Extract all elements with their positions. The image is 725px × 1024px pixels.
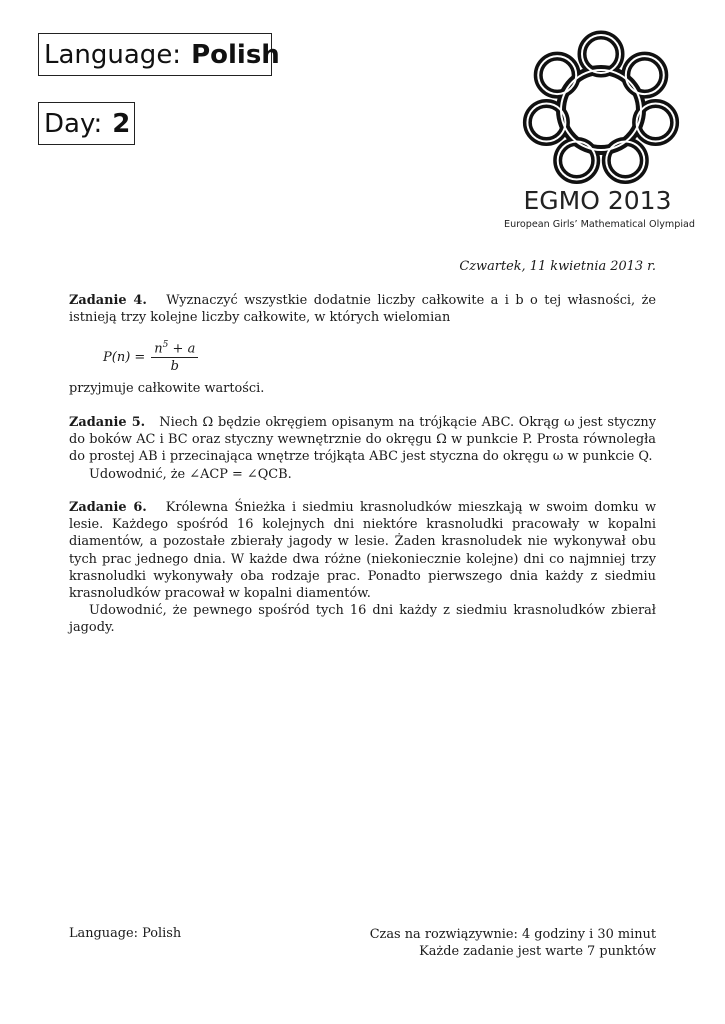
day-value: 2 bbox=[112, 108, 131, 139]
problem-5 bbox=[69, 414, 656, 483]
day-box bbox=[38, 102, 135, 145]
problem-text: Królewna Śnieżka i siedmiu krasnoludków mieszkają w swoim domku w lesie. Każdego spośród 16 kolejnych dni niektóre krasnoludki pracowały w kopalni diamentów, a pozostałe zbierały jagody w lesie. Żaden krasnoludek nie wykonywał obu tych prac jednego dnia. W każde dwa różne (niekoniecznie kolejne) dni co najmniej trzy krasnoludki wykonywały oba rodzaje prac. Ponadto pierwszego dnia każdy z siedmiu krasnoludków pracował w kopalni diamentów. bbox=[69, 500, 656, 602]
egmo-knot-logo-icon bbox=[519, 28, 683, 192]
problem-text: przyjmuje całkowite wartości. bbox=[69, 381, 265, 396]
problem-4-tail bbox=[69, 380, 656, 397]
formula-denominator: b bbox=[170, 359, 179, 375]
formula bbox=[103, 340, 198, 374]
footer-time: Czas na rozwiązywnie: 4 godziny i 30 minut bbox=[369, 927, 656, 942]
language-box bbox=[38, 33, 280, 76]
problem-6 bbox=[69, 499, 656, 637]
footer-language: Language: Polish bbox=[69, 926, 182, 941]
logo-subtitle: European Girls’ Mathematical Olympiad bbox=[504, 219, 695, 230]
problem-text: Niech Ω będzie okręgiem opisanym na trójkącie ABC. Okrąg ω jest styczny do boków AC i BC oraz styczny wewnętrznie do okręgu Ω w punkcie P. Prosta równoległa do prostej AB i przecinająca wnętrze trójkąta ABC jest styczna do okręgu ω w punkcie Q. bbox=[69, 415, 657, 465]
language-label: Language: bbox=[44, 39, 182, 70]
date: Czwartek, 11 kwietnia 2013 r. bbox=[459, 259, 656, 274]
problem-label: Zadanie 5. bbox=[69, 415, 146, 430]
formula-lhs: P(n) = bbox=[103, 349, 146, 365]
problem-text-2: Udowodnić, że pewnego spośród tych 16 dni każdy z siedmiu krasnoludków zbierał jagody. bbox=[69, 603, 656, 636]
footer-points: Każde zadanie jest warte 7 punktów bbox=[419, 944, 656, 959]
formula-numerator: $n^5 + a$ bbox=[151, 340, 198, 358]
day-label: Day: bbox=[44, 108, 103, 139]
problem-text: Wyznaczyć wszystkie dodatnie liczby całkowite a i b o tej własności, że istnieją trzy kolejne liczby całkowite, w których wielomian bbox=[69, 293, 657, 326]
problem-label: Zadanie 4. bbox=[69, 293, 147, 308]
problem-text-2: Udowodnić, że ∠ACP = ∠QCB. bbox=[89, 466, 292, 482]
problem-label: Zadanie 6. bbox=[69, 500, 147, 515]
logo-title: EGMO 2013 bbox=[523, 186, 672, 215]
language-value: Polish bbox=[191, 39, 280, 70]
problem-4 bbox=[69, 292, 656, 326]
footer-info bbox=[370, 926, 656, 960]
